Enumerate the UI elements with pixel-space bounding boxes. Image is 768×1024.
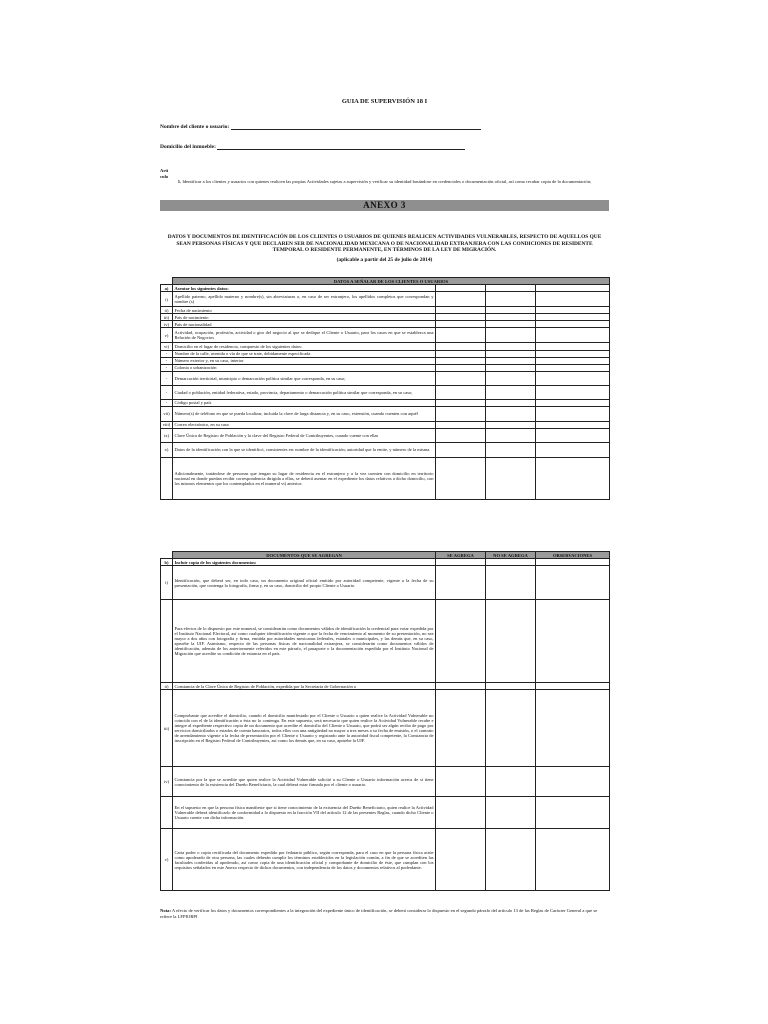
client-data-row-text: Número(s) de teléfono en que se pueda localizar, incluida la clave de larga distancia y, en su caso, extensión, cuando cuenten con aquél [173,406,436,421]
client-data-row-number [161,458,173,500]
observaciones-cell[interactable] [536,385,610,399]
se-agrega-cell[interactable] [436,566,486,600]
client-data-row-text: País de nacimiento [173,314,436,321]
client-data-row [161,364,610,371]
no-se-agrega-cell[interactable] [486,443,536,458]
client-data-row-text: País de nacionalidad [173,321,436,328]
se-agrega-cell[interactable] [436,285,486,292]
client-data-row-number: ii) [161,307,173,314]
client-data-row-text: Código postal y país [173,399,436,406]
se-agrega-cell[interactable] [436,421,486,428]
article-heading-1: Artí [160,168,169,173]
client-data-row-number: vii) [161,406,173,421]
no-se-agrega-cell[interactable] [486,357,536,364]
documents-header: DOCUMENTOS QUE SE AGREGAN [173,552,436,559]
client-data-row [161,421,610,428]
document-row [161,566,610,600]
document-row-text: Para efectos de lo dispuesto por este numeral, se considerarán como documentos válidos de identificación la credencial para votar expedida por el Instituto Nacional Electoral, así como cualquier identificación vigente o que la fecha de vencimiento al momento de su presentación, no sea mayor a dos años con fotografía y firma, emitida por autoridades mexicanas federales, estatales o municipales, y las demás que, en su caso, apruebe la UIF. Asimismo, respecto de las personas físicas de nacionalidad extranjera, se considerarán como documentos válidos de identificación, además de los anteriormente referidos en este párrafo, el pasaporte o la documentación expedida por el Instituto Nacional de Migración que acredite su condición de estancia en el país. [173,600,436,683]
address-underline [217,144,465,150]
client-data-row-number: - [161,350,173,357]
document-row-number: iii) [161,690,173,767]
client-data-row-text: Domicilio en el lugar de residencia, compuesto de los siguientes datos: [173,343,436,350]
observaciones-cell[interactable] [536,421,610,428]
client-data-row [161,292,610,307]
client-data-row-number: iv) [161,321,173,328]
se-agrega-cell[interactable] [436,797,486,829]
document-row-text: En el supuesto en que la persona física manifieste que sí tiene conocimiento de la existencia del Dueño Beneficiario, quien realice la Actividad Vulnerable deberá identificarlo de conformidad a lo dispuesto en la fracción VII del artículo 12 de las presentes Reglas, cuando dicho Cliente o Usuario cuente con dicha información. [173,797,436,829]
client-data-row [161,357,610,364]
document-row [161,600,610,683]
article-paragraph [160,179,609,185]
no-se-agrega-cell[interactable] [486,385,536,399]
no-se-agrega-cell[interactable] [486,314,536,321]
guide-title: GUIA DE SUPERVISIÓN 18 I [341,98,428,105]
document-row-text: Comprobante que acredite el domicilio, cuando el domicilio manifestado por el Cliente o Usuario a quien realice la Actividad Vulnerable no coincida con el de la identificación o ésta no lo contenga. En este supuesto, será necesario que quien realice la Actividad Vulnerable recabe e integre al expediente respectivo copia de un documento que acredite el domicilio del Cliente o Usuario, que podrá ser algún recibo de pago por servicios domiciliados o estados de cuenta bancarios, todos ellos con una antigüedad no mayor a tres meses a su fecha de emisión, o el contrato de arrendamiento vigente a la fecha de presentación por el Cliente o Usuario y registrado ante la autoridad fiscal competente, la Constancia de inscripción en el Registro Federal de Contribuyentes, así como los demás que, en su caso, apruebe la UIF. [173,690,436,767]
footnote [160,908,609,919]
no-se-agrega-cell[interactable] [486,600,536,683]
document-row-text: Carta poder o copia certificada del documento expedido por fedatario público, según corresponda, para el caso en que la persona física actúe como apoderado de otra persona, las cuales deberán cumplir los términos establecidos en la legislación común, a fin de que se acrediten las facultades conferidas al apoderado, así como copia de una identificación oficial y comprobante de domicilio de éste, que cumplan con los requisitos señalados en este Anexo respecto de dichos documentos, con independencia de los datos y documentos relativos al poderdante. [173,829,436,891]
client-data-row-text: Correo electrónico, en su caso [173,421,436,428]
no-se-agrega-cell[interactable] [486,797,536,829]
article-heading-2: culo [160,173,169,179]
observaciones-cell[interactable] [536,797,610,829]
document-row-number: v) [161,829,173,891]
se-agrega-cell[interactable] [436,343,486,350]
document-row [161,829,610,891]
client-data-row [161,314,610,321]
no-se-agrega-cell[interactable] [486,343,536,350]
client-data-row-text: Nombre de la calle, avenida o vía de que se trate, debidamente especificada [173,350,436,357]
client-data-row [161,371,610,385]
observaciones-cell[interactable] [536,683,610,690]
observaciones-cell[interactable] [536,767,610,797]
se-agrega-cell[interactable] [436,683,486,690]
client-data-row [161,328,610,343]
client-name-underline [231,124,481,130]
client-data-row-number: iii) [161,314,173,321]
se-agrega-cell[interactable] [436,458,486,500]
no-se-agrega-cell[interactable] [486,292,536,307]
document-row-text: Constancia de la Clave Única de Registro de Población, expedida por la Secretaría de Gobernación o [173,683,436,690]
no-se-agrega-cell[interactable] [486,328,536,343]
client-data-row [161,406,610,421]
observaciones-cell[interactable] [536,314,610,321]
observaciones-cell[interactable] [536,371,610,385]
observaciones-cell[interactable] [536,829,610,891]
se-agrega-cell[interactable] [436,357,486,364]
client-name-field[interactable] [160,124,481,130]
no-se-agrega-cell[interactable] [486,429,536,443]
observaciones-cell[interactable] [536,458,610,500]
client-data-row-text: Fecha de nacimiento [173,307,436,314]
no-se-agrega-cell[interactable] [486,829,536,891]
no-se-agrega-cell[interactable] [486,406,536,421]
observaciones-cell[interactable] [536,600,610,683]
client-data-row-text: Número exterior y, en su caso, interior [173,357,436,364]
document-row-number: iv) [161,767,173,797]
se-agrega-cell[interactable] [436,364,486,371]
article-text: Identificar a los clientes y usuarios con quienes realicen las propias Actividades sujetas a supervisión y verificar su identidad basándose en credenciales o documentación oficial, así como recabar copia de la documentación; [182,179,592,184]
client-data-row-number: vi) [161,343,173,350]
se-agrega-cell[interactable] [436,350,486,357]
client-data-row-text: Asentar los siguientes datos: [173,285,436,292]
client-name-label: Nombre del cliente o usuario: [160,124,230,130]
no-se-agrega-cell[interactable] [486,421,536,428]
client-data-row [161,321,610,328]
observaciones-cell[interactable] [536,559,610,566]
client-data-row-number: v) [161,328,173,343]
document-row-text: Identificación, que deberá ser, en todo caso, un documento original oficial emitido por autoridad competente, vigente a la fecha de su presentación, que contenga la fotografía, firma y, en su caso, domicilio del propio Cliente o Usuario. [173,566,436,600]
client-data-row-number: - [161,399,173,406]
documents-table [160,551,610,891]
se-agrega-cell[interactable] [436,292,486,307]
document-row-number: ii) [161,683,173,690]
observaciones-cell[interactable] [536,321,610,328]
observaciones-cell[interactable] [536,292,610,307]
client-data-row-text: Demarcación territorial, municipio o demarcación política similar que corresponda, en su caso; [173,371,436,385]
client-data-row [161,429,610,443]
client-data-row-number: - [161,371,173,385]
client-data-row [161,443,610,458]
client-data-header: DATOS A SEÑALAR DE LOS CLIENTES O USUARIOS [173,278,610,285]
article-number: 1. [177,179,182,184]
address-label: Domicilio del inmueble: [160,144,216,150]
client-data-row [161,399,610,406]
client-data-row-text: Ciudad o población, entidad federativa, estado, provincia, departamento o demarcación política similar que corresponda, en su caso; [173,385,436,399]
document-row [161,683,610,690]
no-se-agrega-cell[interactable] [486,683,536,690]
se-agrega-cell[interactable] [436,559,486,566]
no-se-agrega-header: NO SE AGREGA [486,552,536,559]
se-agrega-cell[interactable] [436,328,486,343]
document-row-number: b) [161,559,173,566]
intro-applicable: (aplicable a partir del 25 de julio de 2014) [336,256,433,263]
document-row [161,690,610,767]
no-se-agrega-cell[interactable] [486,690,536,767]
document-row-number [161,797,173,829]
no-se-agrega-cell[interactable] [486,321,536,328]
se-agrega-cell[interactable] [436,314,486,321]
document-row-text: Incluir copia de los siguientes documentos: [173,559,436,566]
document-row-text: Constancia por la que se acredite que quien realice la Actividad Vulnerable solicitó a su Cliente o Usuario información acerca de si tiene conocimiento de la existencia del Dueño Beneficiario, la cual deberá estar firmada por el cliente o usuario. [173,767,436,797]
observaciones-cell[interactable] [536,429,610,443]
observaciones-cell[interactable] [536,285,610,292]
client-data-table [160,277,610,500]
document-row-number: i) [161,566,173,600]
no-se-agrega-cell[interactable] [486,285,536,292]
client-data-row-number: - [161,385,173,399]
address-field[interactable] [160,144,465,150]
observaciones-cell[interactable] [536,328,610,343]
observaciones-cell[interactable] [536,690,610,767]
intro-block [164,234,605,263]
no-se-agrega-cell[interactable] [486,399,536,406]
observaciones-cell[interactable] [536,350,610,357]
client-data-row-text: Apellido paterno, apellido materno y nombre(s), sin abreviaturas o, en caso de ser extranjero, los apellidos completos que correspondan y nombre (s) [173,292,436,307]
se-agrega-cell[interactable] [436,399,486,406]
client-data-row-number: i) [161,292,173,307]
document-row-number [161,600,173,683]
se-agrega-cell[interactable] [436,321,486,328]
se-agrega-cell[interactable] [436,371,486,385]
client-data-row-number: - [161,357,173,364]
se-agrega-cell[interactable] [436,429,486,443]
se-agrega-cell[interactable] [436,767,486,797]
document-row [161,559,610,566]
observaciones-cell[interactable] [536,343,610,350]
client-data-row-text: Clave Única de Registro de Población y la clave del Registro Federal de Contribuyentes, cuando cuente con ellas [173,429,436,443]
article-section [160,168,609,185]
client-data-row-number: ix) [161,429,173,443]
client-data-row [161,285,610,292]
observaciones-cell[interactable] [536,566,610,600]
client-data-row [161,350,610,357]
se-agrega-cell[interactable] [436,690,486,767]
client-data-row-text: Adicionalmente, tratándose de personas que tengan su lugar de residencia en el extranjero y a la vez cuenten con domicilio en territorio nacional en donde puedan recibir correspondencia dirigida a ellas, se deberá asentar en el expediente los datos relativos a dicho domicilio, con los mismos elementos que los contemplados en el numeral vi) anterior. [173,458,436,500]
client-data-row [161,307,610,314]
note-text: A efecto de verificar los datos y documentos correspondientes a la integración del expediente único de identificación, se deberá considerar lo dispuesto en el segundo párrafo del artículo 13 de las Reglas de Carácter General a que se refiere la LFPIORPI [160,908,598,919]
client-data-row-number: - [161,364,173,371]
se-agrega-cell[interactable] [436,829,486,891]
no-se-agrega-cell[interactable] [486,566,536,600]
client-data-row-number: viii) [161,421,173,428]
no-se-agrega-cell[interactable] [486,458,536,500]
anexo-title: ANEXO 3 [160,200,609,211]
client-data-row [161,385,610,399]
client-data-row-text: Colonia o urbanización [173,364,436,371]
client-data-row-number: x) [161,443,173,458]
se-agrega-cell[interactable] [436,406,486,421]
client-data-row-number: a) [161,285,173,292]
document-row [161,767,610,797]
observaciones-cell[interactable] [536,399,610,406]
observaciones-cell[interactable] [536,443,610,458]
observaciones-cell[interactable] [536,357,610,364]
no-se-agrega-cell[interactable] [486,307,536,314]
observaciones-cell[interactable] [536,364,610,371]
se-agrega-header: SE AGREGA [436,552,486,559]
se-agrega-cell[interactable] [436,385,486,399]
client-data-row [161,458,610,500]
observaciones-cell[interactable] [536,406,610,421]
observaciones-cell[interactable] [536,307,610,314]
se-agrega-cell[interactable] [436,307,486,314]
no-se-agrega-cell[interactable] [486,350,536,357]
intro-text: DATOS Y DOCUMENTOS DE IDENTIFICACIÓN DE LOS CLIENTES O USUARIOS DE QUIENES REALICEN ACTIVIDADES VULNERABLES, RESPECTO DE AQUELLOS QUE SEAN PERSONAS FÍSICAS Y QUE DECLAREN SER DE NACIONALIDAD MEXICANA O DE NACIONALIDAD EXTRANJERA CON LAS CONDICIONES DE RESIDENTE TEMPORAL O RESIDENTE PERMANENTE, EN TÉRMINOS DE LA LEY DE MIGRACIÓN. [167,234,602,254]
no-se-agrega-cell[interactable] [486,371,536,385]
no-se-agrega-cell[interactable] [486,767,536,797]
note-label: Nota: [160,908,171,913]
client-data-row [161,343,610,350]
observaciones-header: OBSERVACIONES [536,552,610,559]
no-se-agrega-cell[interactable] [486,364,536,371]
se-agrega-cell[interactable] [436,443,486,458]
se-agrega-cell[interactable] [436,600,486,683]
client-data-row-text: Datos de la identificación con la que se identificó, consistentes en: nombre de la identificación; autoridad que la emite, y número de la misma. [173,443,436,458]
document-row [161,797,610,829]
client-data-row-text: Actividad, ocupación, profesión, actividad o giro del negocio al que se dedique el Cliente o Usuario, para los casos en que se establezca una Relación de Negocios [173,328,436,343]
no-se-agrega-cell[interactable] [486,559,536,566]
